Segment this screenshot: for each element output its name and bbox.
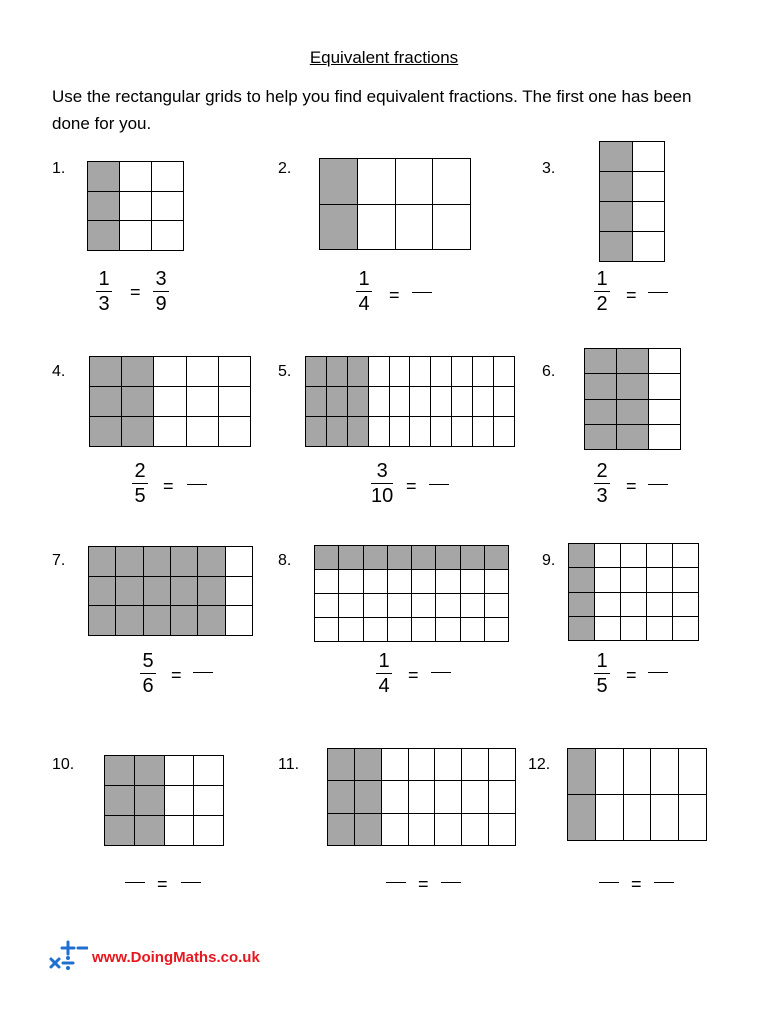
- shaded-cell: [198, 547, 225, 577]
- grid-cell: [462, 749, 489, 781]
- grid-cell: [433, 205, 471, 251]
- grid-cell: [462, 781, 489, 813]
- grid-cell: [431, 357, 452, 387]
- shaded-cell: [88, 192, 120, 222]
- shaded-cell: [355, 781, 382, 813]
- answer-blank[interactable]: [441, 882, 461, 883]
- grid-cell: [194, 816, 224, 846]
- fraction-grid: [88, 546, 253, 636]
- grid-cell: [187, 417, 219, 447]
- grid-cell: [364, 594, 388, 618]
- shaded-cell: [315, 546, 339, 570]
- shaded-cell: [600, 142, 633, 172]
- grid-cell: [187, 387, 219, 417]
- grid-cell: [226, 547, 253, 577]
- grid-cell: [165, 756, 195, 786]
- shaded-cell: [122, 387, 154, 417]
- grid-cell: [219, 357, 251, 387]
- answer-fraction: [153, 268, 169, 315]
- shaded-cell: [355, 749, 382, 781]
- fraction-grid: [567, 748, 707, 841]
- grid-cell: [673, 617, 699, 641]
- fraction-bar: [594, 483, 610, 484]
- question-number: 9.: [542, 552, 556, 569]
- grid-cell: [435, 749, 462, 781]
- grid-cell: [647, 593, 673, 617]
- grid-cell: [120, 162, 152, 192]
- answer-blank[interactable]: [429, 484, 449, 485]
- shaded-cell: [90, 357, 122, 387]
- shaded-cell: [88, 221, 120, 251]
- fraction-bar: [96, 291, 112, 292]
- question-number: 6.: [542, 363, 556, 380]
- shaded-cell: [327, 357, 348, 387]
- shaded-cell: [105, 816, 135, 846]
- site-logo: [48, 940, 260, 974]
- grid-cell: [388, 570, 412, 594]
- shaded-cell: [116, 547, 143, 577]
- grid-cell: [489, 781, 516, 813]
- shaded-cell: [144, 606, 171, 636]
- equals-sign: =: [418, 874, 429, 894]
- shaded-cell: [135, 756, 165, 786]
- grid-cell: [194, 756, 224, 786]
- grid-cell: [412, 594, 436, 618]
- grid-cell: [410, 387, 431, 417]
- denominator: 3: [596, 485, 608, 507]
- logo-text[interactable]: www.DoingMaths.co.uk: [92, 948, 260, 966]
- given-fraction: [96, 268, 112, 315]
- shaded-cell: [600, 202, 633, 232]
- given-fraction: [132, 460, 148, 507]
- grid-cell: [473, 417, 494, 447]
- grid-cell: [633, 142, 666, 172]
- shaded-cell: [569, 593, 595, 617]
- grid-cell: [396, 159, 434, 205]
- numerator: 2: [596, 460, 608, 482]
- numerator: 2: [134, 460, 146, 482]
- answer-blank[interactable]: [648, 672, 668, 673]
- given-fraction: [140, 650, 156, 697]
- grid-cell: [473, 357, 494, 387]
- grid-cell: [358, 159, 396, 205]
- shaded-cell: [600, 232, 633, 262]
- answer-blank[interactable]: [431, 672, 451, 673]
- grid-cell: [120, 221, 152, 251]
- shaded-cell: [135, 816, 165, 846]
- given-fraction: [594, 650, 610, 697]
- grid-cell: [226, 577, 253, 607]
- fraction-grid: [568, 543, 699, 641]
- grid-cell: [621, 544, 647, 568]
- shaded-cell: [89, 547, 116, 577]
- grid-cell: [673, 568, 699, 592]
- shaded-cell: [348, 387, 369, 417]
- shaded-cell: [198, 606, 225, 636]
- shaded-cell: [105, 786, 135, 816]
- grid-cell: [673, 544, 699, 568]
- shaded-cell: [617, 425, 649, 450]
- fraction-bar: [594, 673, 610, 674]
- grid-cell: [595, 544, 621, 568]
- grid-cell: [494, 357, 515, 387]
- shaded-cell: [569, 568, 595, 592]
- shaded-cell: [198, 577, 225, 607]
- grid-cell: [187, 357, 219, 387]
- numerator: 1: [98, 268, 110, 290]
- grid-cell: [633, 202, 666, 232]
- grid-cell: [358, 205, 396, 251]
- shaded-cell: [485, 546, 509, 570]
- shaded-cell: [90, 417, 122, 447]
- grid-cell: [431, 387, 452, 417]
- grid-cell: [364, 618, 388, 642]
- fraction-grid: [599, 141, 665, 262]
- fraction-grid: [89, 356, 251, 447]
- fraction-grid: [584, 348, 681, 450]
- given-fraction: [594, 460, 610, 507]
- grid-cell: [649, 425, 681, 450]
- shaded-cell: [171, 606, 198, 636]
- grid-cell: [647, 617, 673, 641]
- numerator: 1: [378, 650, 390, 672]
- grid-cell: [369, 357, 390, 387]
- numerator: 1: [358, 268, 370, 290]
- shaded-cell: [585, 400, 617, 425]
- fraction-bar: [153, 291, 169, 292]
- shaded-cell: [585, 349, 617, 374]
- question-number: 8.: [278, 552, 292, 569]
- equals-sign: =: [157, 874, 168, 894]
- fraction-grid: [104, 755, 224, 846]
- answer-blank[interactable]: [648, 292, 668, 293]
- denominator: 5: [596, 675, 608, 697]
- grid-cell: [651, 795, 679, 841]
- shaded-cell: [88, 162, 120, 192]
- grid-cell: [388, 618, 412, 642]
- question-number: 4.: [52, 363, 66, 380]
- shaded-cell: [569, 617, 595, 641]
- fraction-bar: [140, 673, 156, 674]
- grid-cell: [410, 357, 431, 387]
- grid-cell: [431, 417, 452, 447]
- shaded-cell: [171, 547, 198, 577]
- grid-cell: [624, 749, 652, 795]
- grid-cell: [595, 617, 621, 641]
- grid-cell: [219, 387, 251, 417]
- question-number: 11.: [278, 756, 300, 773]
- grid-cell: [165, 816, 195, 846]
- denominator: 4: [358, 293, 370, 315]
- grid-cell: [633, 172, 666, 202]
- grid-cell: [152, 162, 184, 192]
- grid-cell: [647, 568, 673, 592]
- grid-cell: [462, 814, 489, 846]
- shaded-cell: [568, 749, 596, 795]
- grid-cell: [595, 593, 621, 617]
- answer-blank[interactable]: [187, 484, 207, 485]
- shaded-cell: [348, 357, 369, 387]
- question-number: 5.: [278, 363, 292, 380]
- grid-cell: [485, 618, 509, 642]
- answer-blank[interactable]: [648, 484, 668, 485]
- grid-cell: [651, 749, 679, 795]
- grid-cell: [436, 594, 460, 618]
- equals-sign: =: [406, 476, 417, 496]
- shaded-cell: [585, 374, 617, 399]
- shaded-cell: [364, 546, 388, 570]
- shaded-cell: [617, 349, 649, 374]
- question-number: 10.: [52, 756, 75, 773]
- shaded-cell: [171, 577, 198, 607]
- answer-blank[interactable]: [193, 672, 213, 673]
- grid-cell: [382, 814, 409, 846]
- grid-cell: [120, 192, 152, 222]
- shaded-cell: [116, 577, 143, 607]
- grid-cell: [339, 618, 363, 642]
- grid-cell: [485, 570, 509, 594]
- shaded-cell: [116, 606, 143, 636]
- denominator: 4: [378, 675, 390, 697]
- grid-cell: [489, 749, 516, 781]
- grid-cell: [485, 594, 509, 618]
- fraction-bar: [371, 483, 393, 484]
- numerator: 3: [376, 460, 388, 482]
- equals-sign: =: [408, 665, 419, 685]
- denominator: 2: [596, 293, 608, 315]
- shaded-cell: [89, 606, 116, 636]
- grid-cell: [339, 570, 363, 594]
- grid-cell: [390, 357, 411, 387]
- answer-blank-left[interactable]: [125, 882, 145, 883]
- grid-cell: [679, 749, 707, 795]
- grid-cell: [390, 417, 411, 447]
- grid-cell: [396, 205, 434, 251]
- maths-symbols-icon: [48, 940, 88, 974]
- question-number: 7.: [52, 552, 66, 569]
- equals-sign: =: [626, 665, 637, 685]
- given-fraction: [594, 268, 610, 315]
- page-title: Equivalent fractions: [309, 48, 459, 67]
- grid-cell: [649, 400, 681, 425]
- denominator: 3: [98, 293, 110, 315]
- shaded-cell: [327, 417, 348, 447]
- grid-cell: [633, 232, 666, 262]
- numerator: 5: [142, 650, 154, 672]
- grid-cell: [494, 417, 515, 447]
- denominator: 10: [371, 485, 394, 507]
- instructions: Use the rectangular grids to help you find equivalent fractions. The first one has been done for you.: [52, 87, 692, 133]
- grid-cell: [621, 617, 647, 641]
- grid-cell: [364, 570, 388, 594]
- fraction-grid: [87, 161, 184, 251]
- shaded-cell: [388, 546, 412, 570]
- shaded-cell: [122, 357, 154, 387]
- grid-cell: [473, 387, 494, 417]
- grid-cell: [154, 417, 186, 447]
- equals-sign: =: [130, 282, 141, 302]
- numerator: 3: [155, 268, 167, 290]
- denominator: 5: [134, 485, 146, 507]
- grid-cell: [388, 594, 412, 618]
- grid-cell: [596, 795, 624, 841]
- grid-cell: [489, 814, 516, 846]
- fraction-bar: [356, 291, 372, 292]
- equals-sign: =: [631, 874, 642, 894]
- shaded-cell: [600, 172, 633, 202]
- grid-cell: [679, 795, 707, 841]
- shaded-cell: [348, 417, 369, 447]
- fraction-grid: [319, 158, 471, 250]
- fraction-bar: [594, 291, 610, 292]
- shaded-cell: [122, 417, 154, 447]
- shaded-cell: [328, 781, 355, 813]
- given-fraction: [356, 268, 372, 315]
- answer-blank[interactable]: [412, 292, 432, 293]
- answer-blank-left[interactable]: [386, 882, 406, 883]
- grid-cell: [152, 192, 184, 222]
- shaded-cell: [328, 749, 355, 781]
- grid-cell: [152, 221, 184, 251]
- grid-cell: [315, 570, 339, 594]
- grid-cell: [369, 417, 390, 447]
- denominator: 6: [142, 675, 154, 697]
- grid-cell: [621, 593, 647, 617]
- grid-cell: [596, 749, 624, 795]
- shaded-cell: [144, 547, 171, 577]
- answer-blank[interactable]: [181, 882, 201, 883]
- grid-cell: [194, 786, 224, 816]
- shaded-cell: [585, 425, 617, 450]
- grid-cell: [436, 570, 460, 594]
- numerator: 1: [596, 268, 608, 290]
- fraction-grid: [314, 545, 509, 642]
- given-fraction: [376, 650, 392, 697]
- equals-sign: =: [171, 665, 182, 685]
- shaded-cell: [617, 400, 649, 425]
- grid-cell: [435, 781, 462, 813]
- shaded-cell: [135, 786, 165, 816]
- grid-cell: [673, 593, 699, 617]
- grid-cell: [339, 594, 363, 618]
- grid-cell: [315, 618, 339, 642]
- grid-cell: [409, 814, 436, 846]
- shaded-cell: [90, 387, 122, 417]
- grid-cell: [649, 374, 681, 399]
- grid-cell: [461, 618, 485, 642]
- shaded-cell: [320, 159, 358, 205]
- grid-cell: [154, 387, 186, 417]
- shaded-cell: [327, 387, 348, 417]
- shaded-cell: [144, 577, 171, 607]
- shaded-cell: [569, 544, 595, 568]
- grid-cell: [410, 417, 431, 447]
- grid-cell: [390, 387, 411, 417]
- grid-cell: [409, 749, 436, 781]
- shaded-cell: [461, 546, 485, 570]
- grid-cell: [435, 814, 462, 846]
- fraction-grid: [327, 748, 516, 846]
- grid-cell: [369, 387, 390, 417]
- question-number: 12.: [528, 756, 551, 773]
- denominator: 9: [155, 293, 167, 315]
- grid-cell: [621, 568, 647, 592]
- shaded-cell: [105, 756, 135, 786]
- shaded-cell: [355, 814, 382, 846]
- grid-cell: [165, 786, 195, 816]
- grid-cell: [452, 357, 473, 387]
- question-number: 1.: [52, 160, 66, 177]
- grid-cell: [647, 544, 673, 568]
- grid-cell: [649, 349, 681, 374]
- grid-cell: [412, 618, 436, 642]
- grid-cell: [409, 781, 436, 813]
- grid-cell: [433, 159, 471, 205]
- equals-sign: =: [163, 476, 174, 496]
- shaded-cell: [339, 546, 363, 570]
- grid-cell: [382, 749, 409, 781]
- equals-sign: =: [389, 285, 400, 305]
- equals-sign: =: [626, 285, 637, 305]
- answer-blank[interactable]: [654, 882, 674, 883]
- answer-blank-left[interactable]: [599, 882, 619, 883]
- given-fraction: [371, 460, 393, 507]
- fraction-bar: [132, 483, 148, 484]
- grid-cell: [494, 387, 515, 417]
- shaded-cell: [328, 814, 355, 846]
- shaded-cell: [436, 546, 460, 570]
- grid-cell: [226, 606, 253, 636]
- question-number: 2.: [278, 160, 292, 177]
- grid-cell: [461, 570, 485, 594]
- numerator: 1: [596, 650, 608, 672]
- shaded-cell: [306, 417, 327, 447]
- fraction-grid: [305, 356, 515, 447]
- grid-cell: [595, 568, 621, 592]
- grid-cell: [219, 417, 251, 447]
- shaded-cell: [89, 577, 116, 607]
- grid-cell: [382, 781, 409, 813]
- grid-cell: [461, 594, 485, 618]
- shaded-cell: [306, 387, 327, 417]
- shaded-cell: [320, 205, 358, 251]
- equals-sign: =: [626, 476, 637, 496]
- fraction-bar: [376, 673, 392, 674]
- grid-cell: [315, 594, 339, 618]
- grid-cell: [436, 618, 460, 642]
- shaded-cell: [306, 357, 327, 387]
- question-number: 3.: [542, 160, 556, 177]
- grid-cell: [412, 570, 436, 594]
- grid-cell: [624, 795, 652, 841]
- shaded-cell: [617, 374, 649, 399]
- grid-cell: [452, 387, 473, 417]
- shaded-cell: [568, 795, 596, 841]
- grid-cell: [452, 417, 473, 447]
- shaded-cell: [412, 546, 436, 570]
- grid-cell: [154, 357, 186, 387]
